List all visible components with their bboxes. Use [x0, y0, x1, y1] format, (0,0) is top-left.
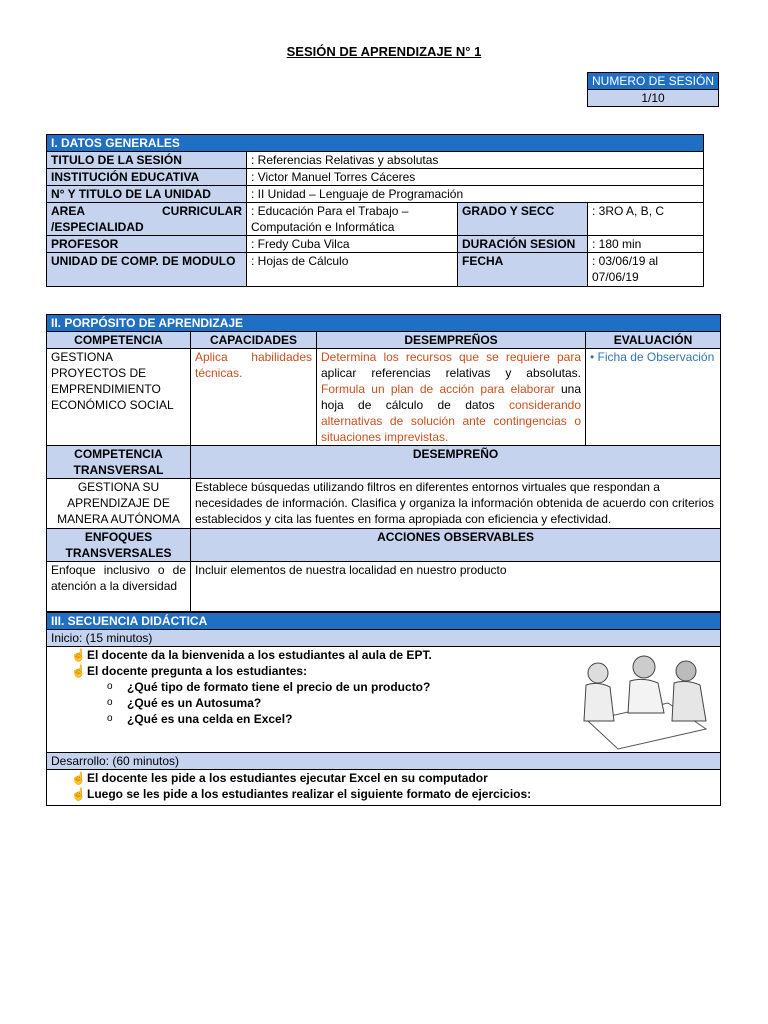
row-value: : Referencias Relativas y absolutas — [247, 152, 704, 169]
session-number-value: 1/10 — [588, 90, 719, 107]
list-item-text: ¿Qué es un Autosuma? — [127, 696, 262, 710]
desempeno-transversal-cell: Establece búsquedas utilizando filtros en diferentes entornos virtuales que respondan a necesidades de información. Clasifica y organiza la información obtenida de acuerdo con criterios establecidos y cita las fuentes en forma apropiada con eficiencia y efectividad. — [191, 479, 721, 529]
datos-generales-header: I. DATOS GENERALES — [47, 135, 704, 152]
comp-transversal-label: COMPETENCIA TRANSVERSAL — [47, 446, 191, 479]
acciones-label: ACCIONES OBSERVABLES — [191, 529, 721, 562]
unidad-value: : Hojas de Cálculo — [247, 253, 458, 287]
inicio-content — [47, 647, 721, 753]
list-item — [71, 770, 716, 786]
col-capacidades: CAPACIDADES — [191, 332, 317, 349]
col-evaluacion: EVALUACIÓN — [586, 332, 721, 349]
col-desempenos: DESEMPREÑOS — [317, 332, 586, 349]
row-label: INSTITUCIÓN EDUCATIVA — [47, 169, 247, 186]
datos-generales-table — [46, 134, 704, 287]
list-item-text: El docente pregunta a los estudiantes: — [87, 664, 308, 678]
secuencia-table — [46, 612, 721, 806]
desempeno-part: aplicar referencias relativas y absolutas. — [321, 366, 581, 380]
list-item-text: El docente da la bienvenida a los estudiantes al aula de EPT. — [87, 648, 432, 662]
row-value: : II Unidad – Lenguaje de Programación — [247, 186, 704, 203]
fecha-label: FECHA — [458, 253, 588, 287]
list-item-text: ¿Qué tipo de formato tiene el precio de un producto? — [127, 680, 431, 694]
desempeno-part: una hoja de cálculo de datos — [321, 382, 581, 412]
enfoques-label: ENFOQUES TRANSVERSALES — [47, 529, 191, 562]
secuencia-header: III. SECUENCIA DIDÁCTICA — [47, 613, 721, 630]
grado-value: : 3RO A, B, C — [588, 203, 704, 236]
page-title: SESIÓN DE APRENDIZAJE N° 1 — [286, 44, 482, 59]
fecha-value: : 03/06/19 al 07/06/19 — [588, 253, 704, 287]
desempeno-part: Determina los recursos que se requiere para — [321, 350, 581, 364]
desempeno-part: considerando alternativas de solución ante contingencias o situaciones imprevistas. — [321, 398, 581, 444]
desarrollo-content — [47, 770, 721, 806]
duracion-label: DURACIÓN SESION — [458, 236, 588, 253]
row-label: N° Y TITULO DE LA UNIDAD — [47, 186, 247, 203]
profesor-value: : Fredy Cuba Vilca — [247, 236, 458, 253]
proposito-table — [46, 314, 721, 612]
session-number-box — [587, 72, 719, 107]
grado-label: GRADO Y SECC — [458, 203, 588, 236]
capacidades-cell: Aplica habilidades técnicas. — [191, 349, 317, 446]
duracion-value: : 180 min — [588, 236, 704, 253]
area-label: AREA CURRICULAR /ESPECIALIDAD — [47, 203, 247, 236]
desempeno-part: Formula un plan de acción para elaborar — [321, 382, 555, 396]
circle-bullet-icon: o — [107, 681, 113, 692]
competencia-cell: GESTIONA PROYECTOS DE EMPRENDIMIENTO ECONÓMICO SOCIAL — [47, 349, 191, 446]
row-value: : Victor Manuel Torres Cáceres — [247, 169, 704, 186]
desarrollo-label: Desarrollo: (60 minutos) — [47, 753, 721, 770]
pointing-hand-icon: ☝ — [71, 664, 86, 678]
row-label: TITULO DE LA SESIÓN — [47, 152, 247, 169]
inicio-label: Inicio: (15 minutos) — [47, 630, 721, 647]
desempenos-cell — [317, 349, 586, 446]
circle-bullet-icon: o — [107, 697, 113, 708]
comp-transversal-cell: GESTIONA SU APRENDIZAJE DE MANERA AUTÓNOMA — [47, 479, 191, 529]
proposito-header: II. PORPÓSITO DE APRENDIZAJE — [47, 315, 721, 332]
desempeno-label: DESEMPREÑO — [191, 446, 721, 479]
accion-cell: Incluir elementos de nuestra localidad en nuestro producto — [191, 562, 721, 612]
list-item-text: Luego se les pide a los estudiantes realizar el siguiente formato de ejercicios: — [87, 787, 532, 801]
pointing-hand-icon: ☝ — [71, 648, 86, 662]
pointing-hand-icon: ☝ — [71, 771, 86, 785]
list-item — [71, 786, 716, 802]
children-illustration — [568, 651, 712, 751]
area-value: : Educación Para el Trabajo – Computación e Informática — [247, 203, 458, 236]
list-item-text: ¿Qué es una celda en Excel? — [127, 712, 293, 726]
col-competencia: COMPETENCIA — [47, 332, 191, 349]
list-item-text: El docente les pide a los estudiantes ejecutar Excel en su computador — [87, 771, 488, 785]
pointing-hand-icon: ☝ — [71, 787, 86, 801]
enfoque-cell: Enfoque inclusivo o de atención a la diversidad — [47, 562, 191, 612]
circle-bullet-icon: o — [107, 713, 113, 724]
unidad-label: UNIDAD DE COMP. DE MODULO — [47, 253, 247, 287]
evaluacion-cell: • Ficha de Observación — [586, 349, 721, 446]
profesor-label: PROFESOR — [47, 236, 247, 253]
session-number-label: NUMERO DE SESIÓN — [588, 73, 719, 90]
